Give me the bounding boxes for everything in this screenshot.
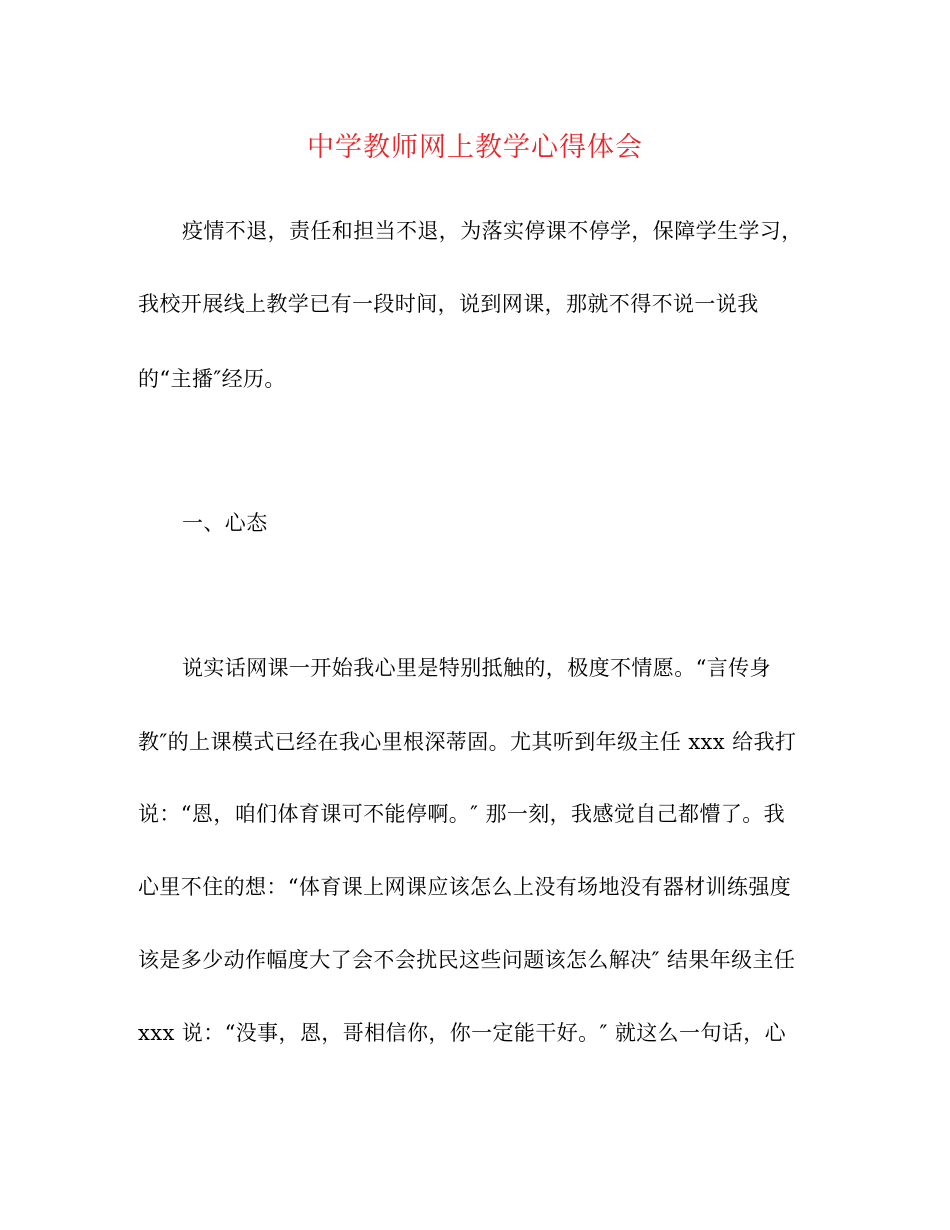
paragraph-1-line-2: 我校开展线上教学已有一段时间，说到网课，那就不得不说一说我 (138, 292, 759, 316)
document-title: 中学教师网上教学心得体会 (307, 132, 643, 163)
paragraph-2-line-3: 说：“恩，咱们体育课可不能停啊。″ 那一刻，我感觉自己都懵了。我 (138, 802, 786, 826)
paragraph-2-line-5: 该是多少动作幅度大了会不会扰民这些问题该怎么解决″ 结果年级主任 (138, 948, 796, 972)
paragraph-1-line-3: 的“主播″经历。 (138, 367, 286, 391)
paragraph-1-line-1: 疫情不退，责任和担当不退，为落实停课不停学，保障学生学习， (182, 219, 803, 243)
paragraph-2-line-4: 心里不住的想：“体育课上网课应该怎么上没有场地没有器材训练强度 (138, 875, 792, 899)
paragraph-2-line-2: 教″的上课模式已经在我心里根深蒂固。尤其听到年级主任 xxx 给我打 (138, 730, 797, 754)
paragraph-2-line-6: xxx 说：“没事，恩，哥相信你，你一定能干好。″ 就这么一句话，心 (138, 1021, 787, 1045)
section-heading-mindset: 一、心态 (182, 511, 268, 535)
paragraph-2-line-1: 说实话网课一开始我心里是特别抵触的，极度不情愿。“言传身 (182, 656, 771, 680)
